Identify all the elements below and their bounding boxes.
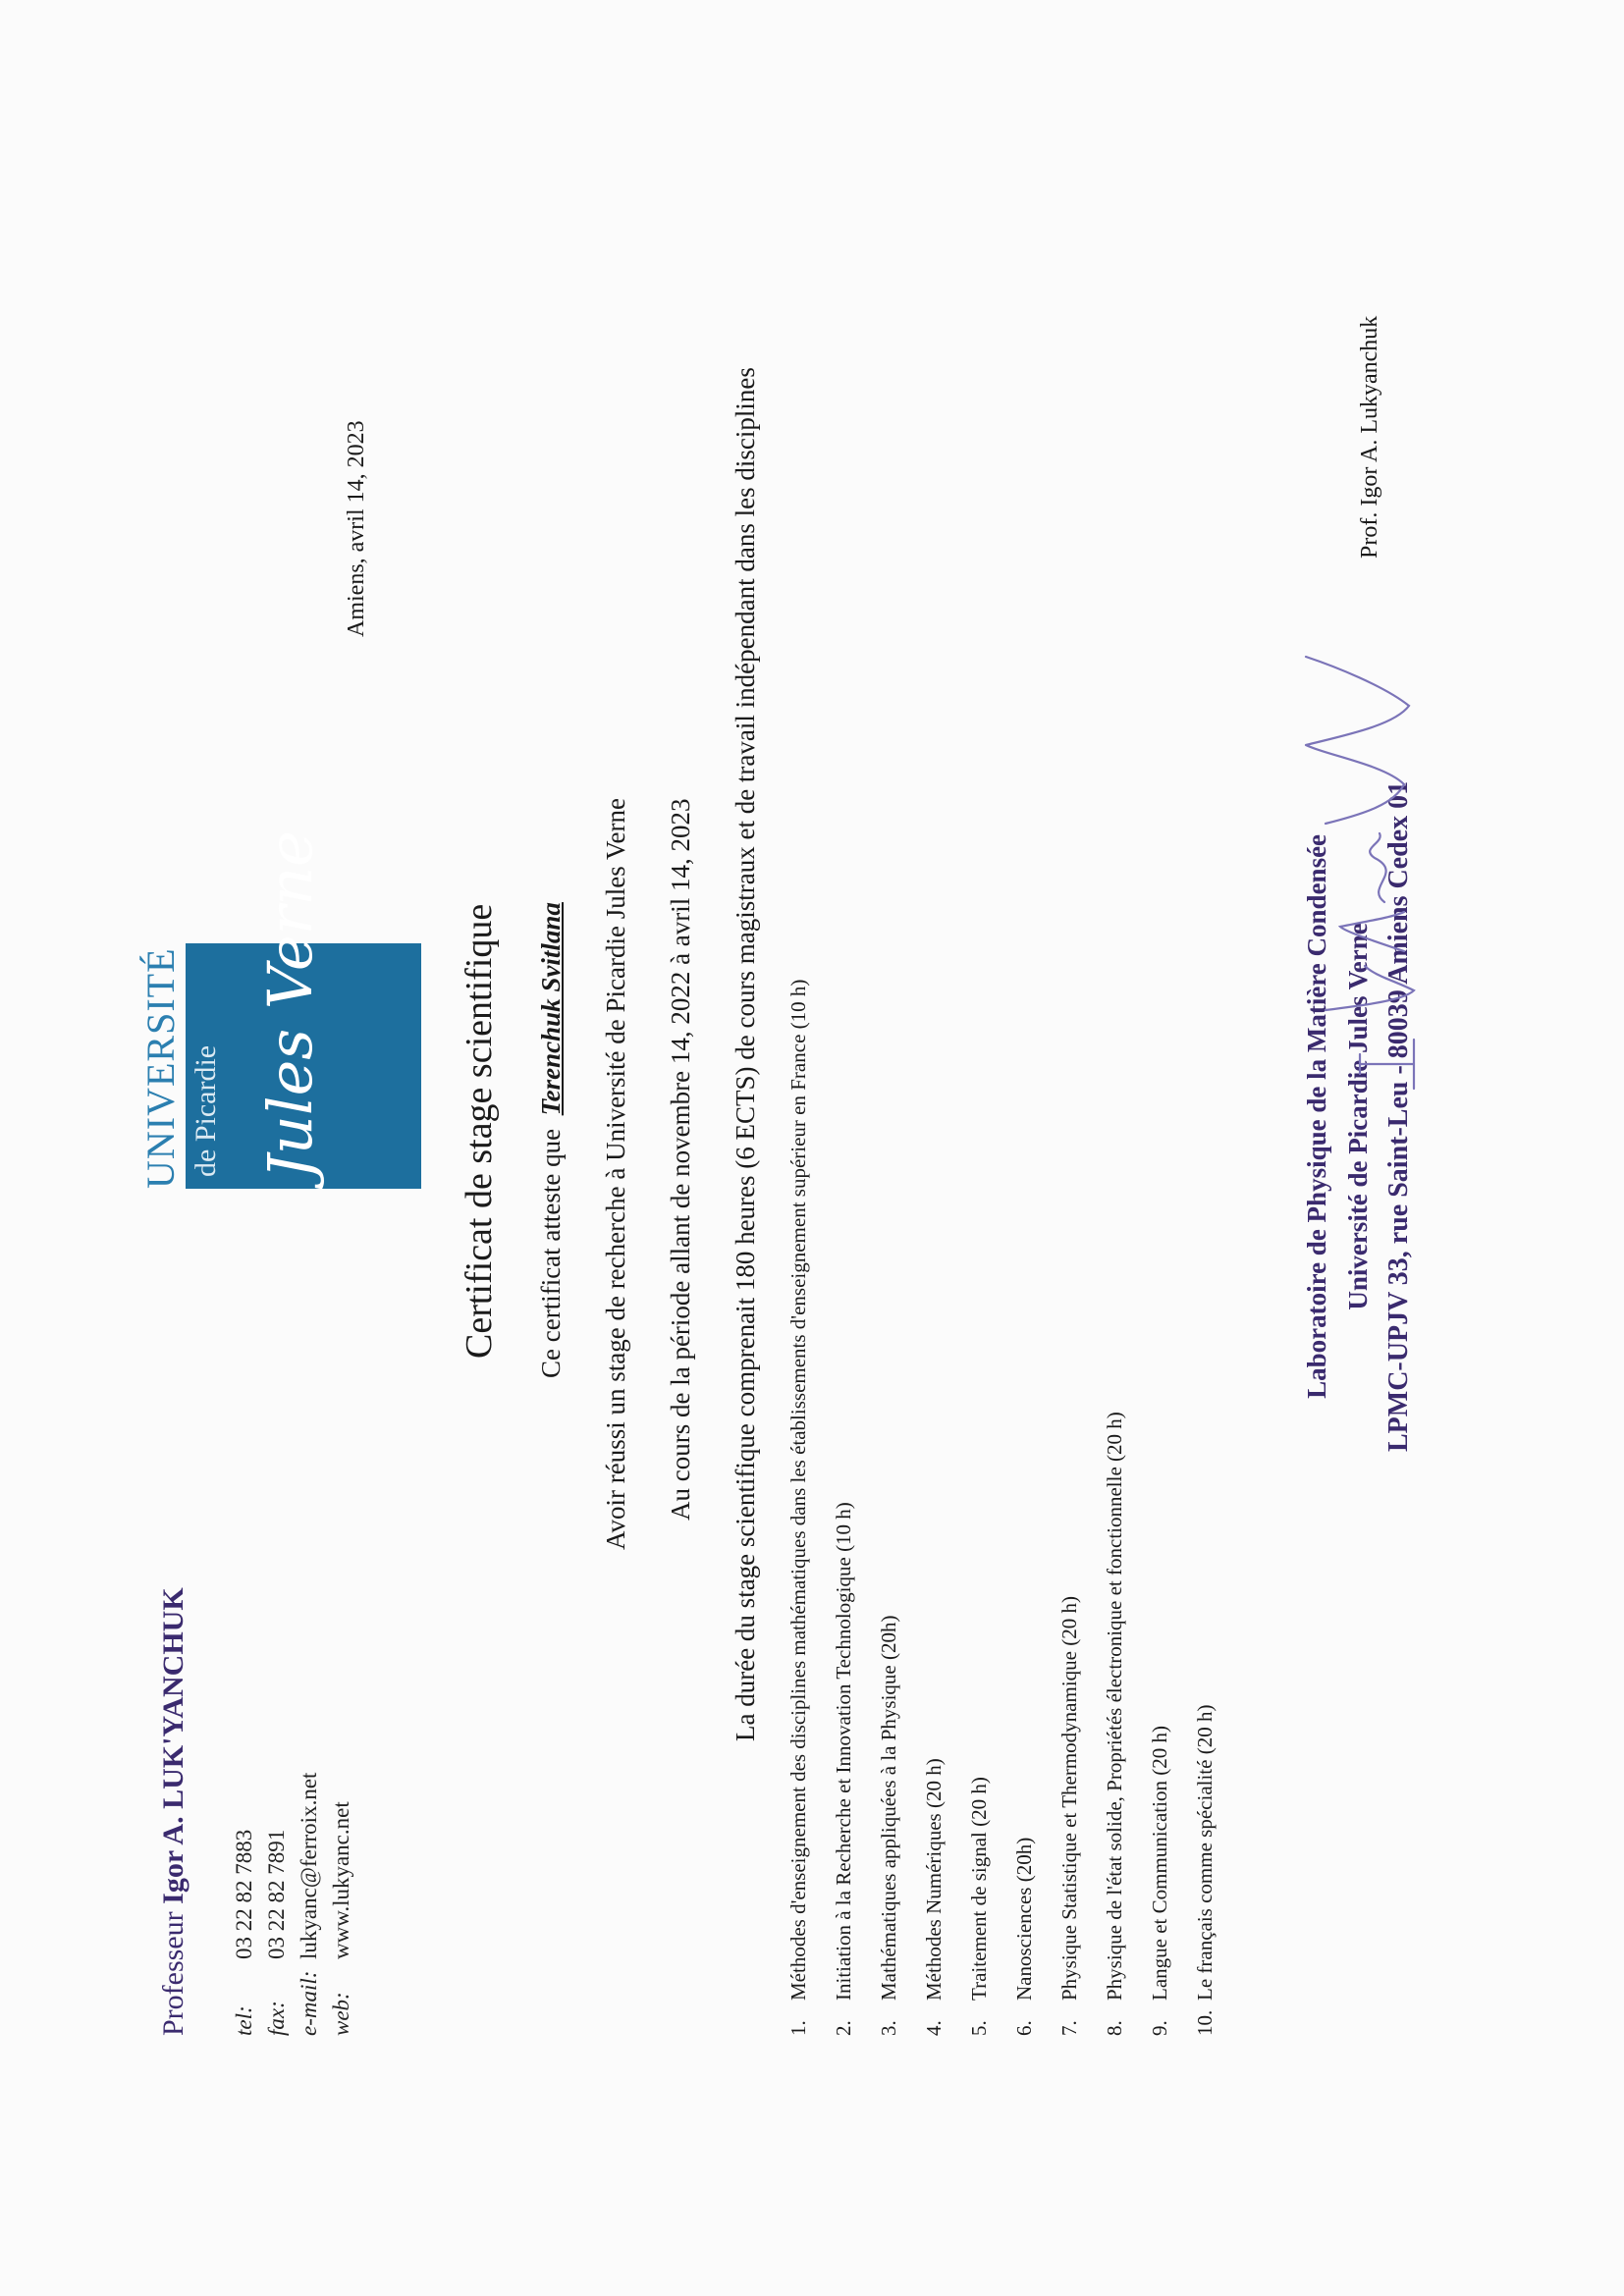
professor-header [157, 1587, 190, 2036]
list-item: 1.Méthodes d'enseignement des disciplines mathématiques dans les établissements d'enseignement supérieur en France (10 h) [786, 979, 810, 2036]
contact-web: web:www.lukyanc.net [329, 1801, 353, 2036]
contact-block [228, 1773, 357, 2036]
list-item: 2.Initiation à la Recherche et Innovation Technologique (10 h) [832, 1502, 855, 2036]
lab-university: Université de Picardie Jules Verne [1343, 923, 1373, 1310]
list-item: 4.Méthodes Numériques (20 h) [922, 1758, 946, 2036]
attestation-line: Ce certificat atteste que Terenchuk Svitlana [536, 902, 566, 1378]
logo-university-text: UNIVERSITÉ [138, 947, 183, 1189]
duration-line: La durée du stage scientifique comprenait 180 heures (6 ECTS) de cours magistraux et de travail indépendant dans les disciplines [731, 367, 760, 1741]
contact-tel: tel:03 22 82 7883 [232, 1829, 256, 2036]
logo-box [186, 830, 421, 1189]
discipline-list [776, 980, 1227, 2036]
contact-email: e-mail:lukyanc@ferroix.net [297, 1772, 321, 2036]
logo-picardie-text: de Picardie [189, 1044, 222, 1177]
signatory-name: Prof. Igor A. Lukyanchuk [1357, 315, 1382, 559]
period-line: Au cours de la période allant de novembre 14, 2022 à avril 14, 2023 [666, 798, 695, 1521]
list-item: 7.Physique Statistique et Thermodynamique (20 h) [1057, 1596, 1081, 2036]
issue-date: Amiens, avril 14, 2023 [344, 420, 369, 637]
logo-script-text: Jules Verne [254, 830, 326, 1179]
university-logo [137, 830, 421, 1189]
lab-address: LPMC-UPJV 33, rue Saint-Leu - 80039 Amiens Cedex 01 [1383, 780, 1414, 1452]
list-item: 10.Le français comme spécialité (20 h) [1193, 1704, 1217, 2036]
certificate-title: Certificat de stage scientifique [459, 903, 500, 1359]
list-item: 8.Physique de l'état solide, Propriétés électronique et fonctionnelle (20 h) [1103, 1412, 1126, 2036]
lab-name: Laboratoire de Physique de la Matière Condensée [1302, 833, 1331, 1399]
stage-line: Avoir réussi un stage de recherche à Université de Picardie Jules Verne [601, 798, 630, 1550]
list-item: 3.Mathématiques appliquées à la Physique (20h) [877, 1615, 900, 2036]
professor-name: Igor A. LUK'YANCHUK [157, 1587, 189, 1904]
signature-scribble [1267, 647, 1434, 1098]
contact-fax: fax:03 22 82 7891 [264, 1829, 289, 2036]
list-item: 6.Nanosciences (20h) [1012, 1837, 1036, 2036]
professor-prefix: Professeur [157, 1911, 189, 2036]
list-item: 9.Langue et Communication (20 h) [1148, 1726, 1171, 2036]
recipient-name: Terenchuk Svitlana [536, 902, 566, 1116]
list-item: 5.Traitement de signal (20 h) [967, 1777, 991, 2036]
